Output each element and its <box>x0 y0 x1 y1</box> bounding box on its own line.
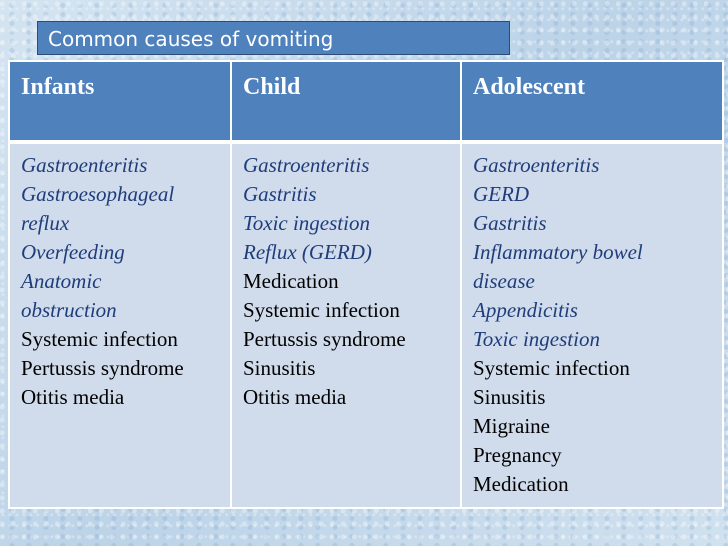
cause-item: Gastroenteritis <box>243 153 370 177</box>
causes-row <box>9 142 723 508</box>
infants-causes-cell <box>9 142 231 508</box>
cause-item: Pertussis syndrome <box>21 356 184 380</box>
cause-item: Systemic infection <box>243 298 400 322</box>
cause-item: Gastritis <box>473 211 547 235</box>
cause-item: Overfeeding <box>21 240 125 264</box>
cause-item: Otitis media <box>243 385 347 409</box>
cause-item: Anatomic <box>21 269 102 293</box>
cause-item: GERD <box>473 182 529 206</box>
cause-item: Pertussis syndrome <box>243 327 406 351</box>
cause-item: Gastroenteritis <box>473 153 600 177</box>
header-adolescent: Adolescent <box>461 61 723 142</box>
cause-item: Appendicitis <box>473 298 578 322</box>
cause-item: Pregnancy <box>473 443 562 467</box>
header-row <box>9 61 723 142</box>
cause-item: Reflux (GERD) <box>243 240 372 264</box>
cause-item: Gastritis <box>243 182 317 206</box>
child-causes-cell <box>231 142 461 508</box>
cause-item: Migraine <box>473 414 550 438</box>
header-child: Child <box>231 61 461 142</box>
header-infants: Infants <box>9 61 231 142</box>
cause-item: Sinusitis <box>473 385 546 409</box>
cause-item: Sinusitis <box>243 356 316 380</box>
cause-item: Medication <box>473 472 569 496</box>
cause-item: obstruction <box>21 298 117 322</box>
cause-item: Medication <box>243 269 339 293</box>
cause-item: Toxic ingestion <box>243 211 370 235</box>
cause-item: Inflammatory bowel <box>473 240 643 264</box>
adolescent-causes-cell <box>461 142 723 508</box>
slide-title: Common causes of vomiting <box>37 21 510 55</box>
cause-item: Toxic ingestion <box>473 327 600 351</box>
cause-item: Gastroesophageal <box>21 182 175 206</box>
cause-item: Gastroenteritis <box>21 153 148 177</box>
vomiting-causes-table <box>8 60 724 509</box>
cause-item: Systemic infection <box>473 356 630 380</box>
cause-item: Systemic infection <box>21 327 178 351</box>
cause-item: Otitis media <box>21 385 125 409</box>
cause-item: reflux <box>21 211 70 235</box>
cause-item: disease <box>473 269 535 293</box>
